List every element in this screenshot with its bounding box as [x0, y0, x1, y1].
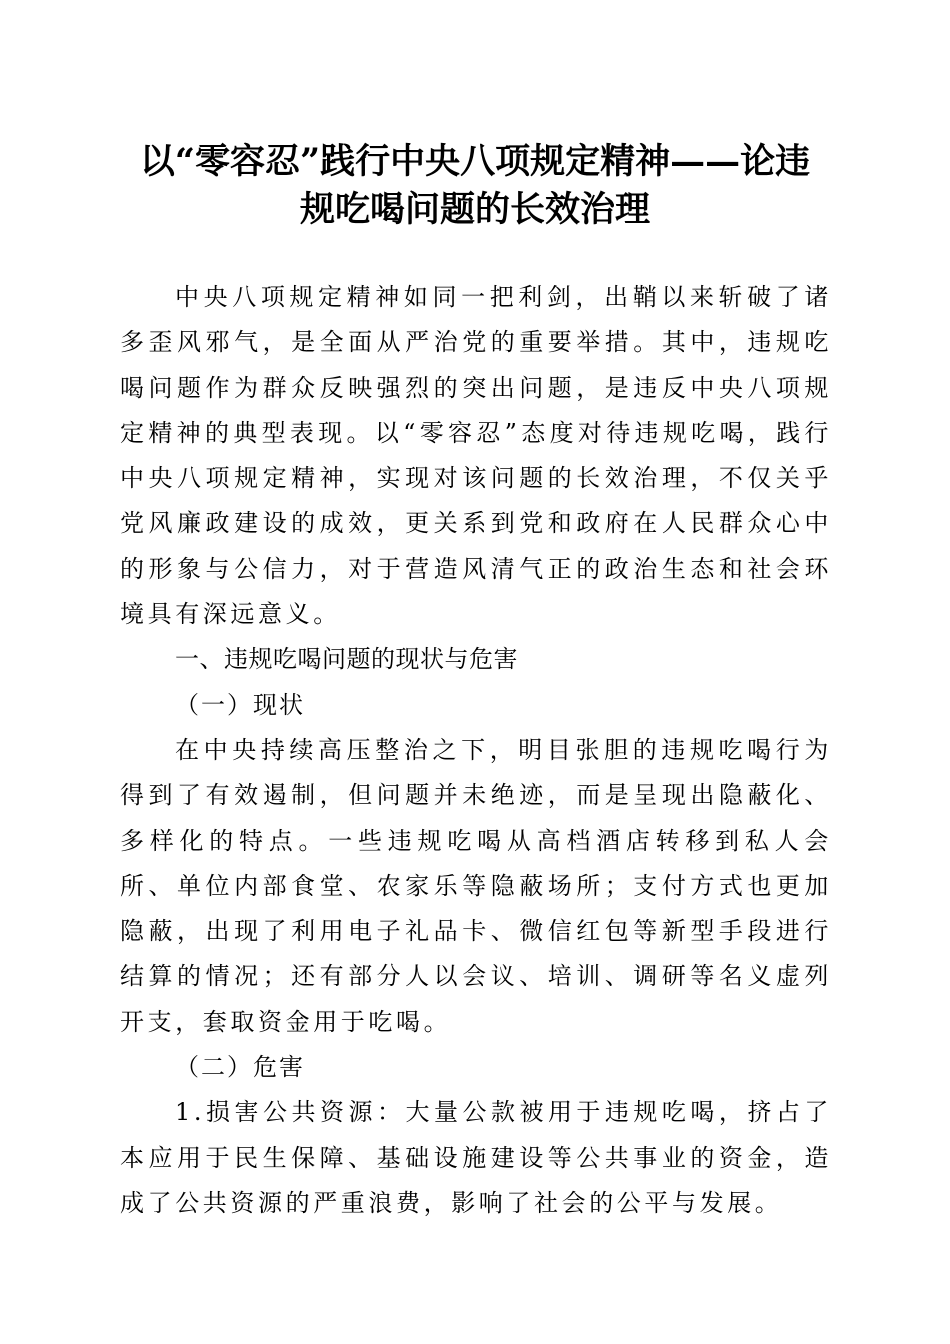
document-body: [120, 275, 832, 1226]
intro-paragraph: 中央八项规定精神如同一把利剑，出鞘以来斩破了诸多歪风邪气，是全面从严治党的重要举措。其中，违规吃喝问题作为群众反映强烈的突出问题，是违反中央八项规定精神的典型表现。以“零容忍”态度对待违规吃喝，践行中央八项规定精神，实现对该问题的长效治理，不仅关乎党风廉政建设的成效，更关系到党和政府在人民群众心中的形象与公信力，对于营造风清气正的政治生态和社会环境具有深远意义。: [120, 283, 832, 629]
harm-item-1: 1.损害公共资源：大量公款被用于违规吃喝，挤占了本应用于民生保障、基础设施建设等公共事业的资金，造成了公共资源的严重浪费，影响了社会的公平与发展。: [120, 1098, 832, 1217]
status-paragraph: 在中央持续高压整治之下，明目张胆的违规吃喝行为得到了有效遏制，但问题并未绝迹，而是呈现出隐蔽化、多样化的特点。一些违规吃喝从高档酒店转移到私人会所、单位内部食堂、农家乐等隐蔽场所；支付方式也更加隐蔽，出现了利用电子礼品卡、微信红包等新型手段进行结算的情况；还有部分人以会议、培训、调研等名义虚列开支，套取资金用于吃喝。: [120, 735, 832, 1036]
document-title: [110, 138, 840, 234]
title-line-2: 规吃喝问题的长效治理: [299, 189, 650, 230]
subsection-heading-harm: （二）危害: [175, 1053, 305, 1082]
title-line-1: 以“零容忍”践行中央八项规定精神——论违: [139, 141, 811, 182]
section-heading-1: 一、违规吃喝问题的现状与危害: [175, 645, 518, 674]
subsection-heading-status: （一）现状: [175, 690, 305, 719]
